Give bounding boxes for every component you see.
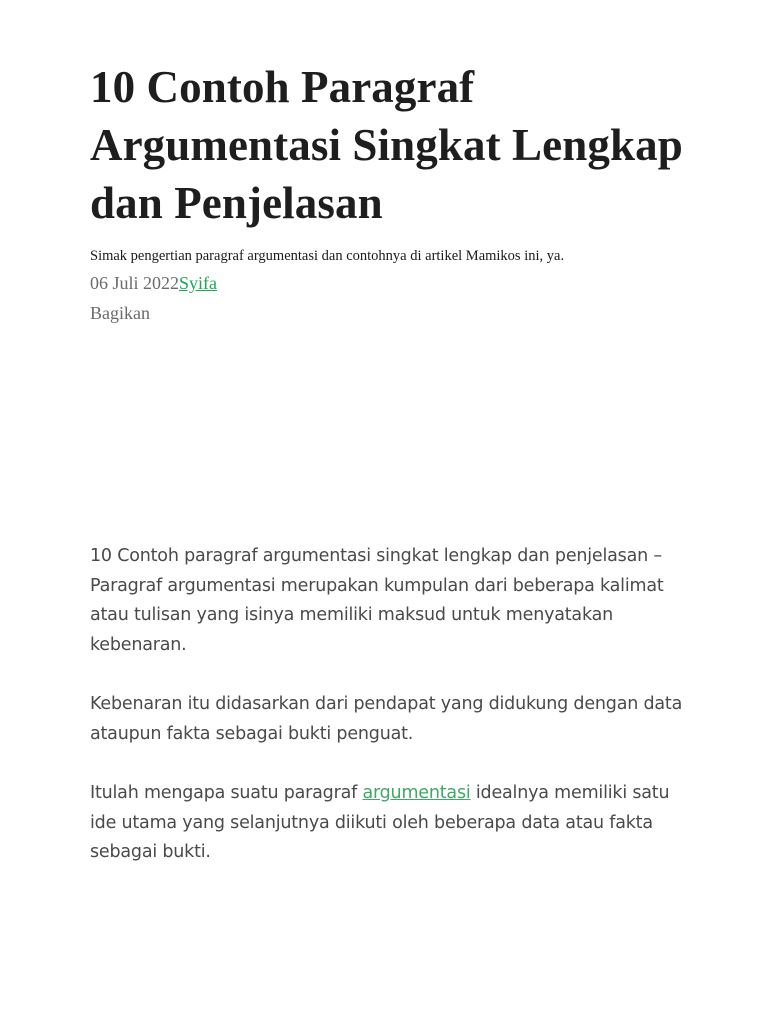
article <box>90 58 690 898</box>
argumentasi-link[interactable]: argumentasi <box>362 783 471 803</box>
article-subtitle: Simak pengertian paragraf argumentasi dan contohnya di artikel Mamikos ini, ya. <box>90 248 565 264</box>
share-label[interactable]: Bagikan <box>90 303 150 323</box>
paragraph-3 <box>90 779 690 868</box>
author-link[interactable]: Syifa <box>179 273 218 293</box>
publish-date: 06 Juli 2022 <box>90 273 180 293</box>
paragraph-3-text-end: idealnya memiliki satu ide utama yang selanjutnya diikuti oleh beberapa data atau fakta sebagai bukti. <box>90 783 670 862</box>
paragraph-1: 10 Contoh paragraf argumentasi singkat lengkap dan penjelasan – Paragraf argumentasi merupakan kumpulan dari beberapa kalimat atau tulisan yang isinya memiliki maksud untuk menyatakan kebenaran. <box>90 546 664 655</box>
paragraph-2: Kebenaran itu didasarkan dari pendapat yang didukung dengan data ataupun fakta sebagai bukti penguat. <box>90 694 683 744</box>
article-meta <box>90 270 690 296</box>
ad-space <box>90 326 690 542</box>
paragraph-3-text-start: Itulah mengapa suatu paragraf <box>90 783 363 803</box>
article-title: 10 Contoh Paragraf Argumentasi Singkat Lengkap dan Penjelasan <box>90 62 683 228</box>
